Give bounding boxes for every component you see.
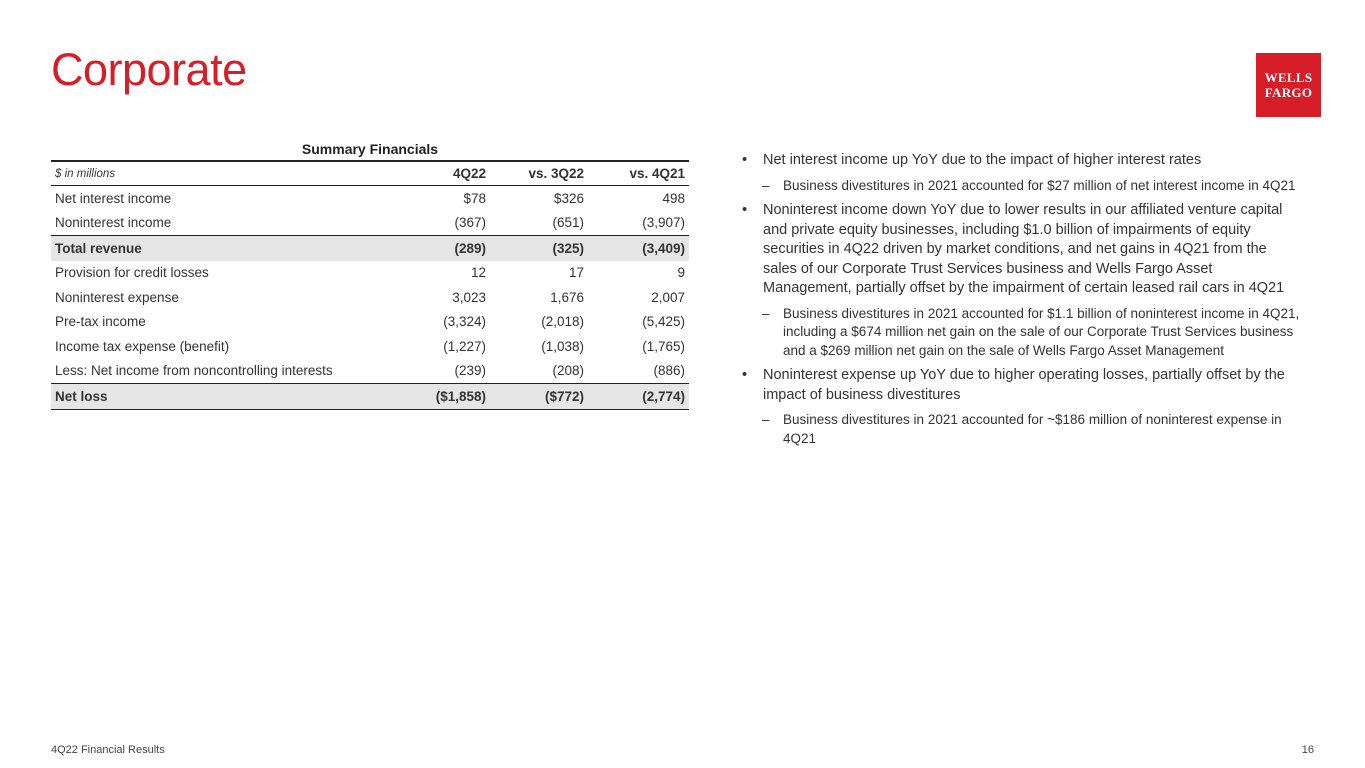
- sub-bullet-item: [742, 411, 1302, 448]
- sub-bullet-item: [742, 305, 1302, 361]
- cell-value: 1,676: [550, 289, 584, 305]
- cell-value: (2,774): [588, 384, 689, 410]
- sub-bullet-item: [742, 177, 1302, 196]
- sub-bullet-mark: –: [762, 177, 770, 193]
- bullet-item: [742, 366, 1302, 405]
- table-header-row: [51, 161, 689, 186]
- cell-value: (5,425): [642, 314, 685, 330]
- commentary-bullets: [742, 151, 1302, 454]
- cell-value: (239): [454, 363, 486, 379]
- row-label: Net loss: [51, 384, 402, 410]
- cell-value: 498: [662, 190, 685, 206]
- bullet-mark: •: [742, 367, 748, 383]
- cell-value: $326: [553, 190, 584, 206]
- logo-line-2: FARGO: [1264, 85, 1313, 100]
- cell-value: (886): [653, 363, 685, 379]
- row-label: Total revenue: [51, 236, 402, 261]
- footer-report-title: 4Q22 Financial Results: [51, 744, 165, 756]
- cell-value: ($772): [490, 384, 588, 410]
- bullet-item: [742, 151, 1302, 171]
- cell-value: (3,409): [588, 236, 689, 261]
- row-label: Provision for credit losses: [55, 265, 209, 281]
- cell-value: (325): [490, 236, 588, 261]
- sub-bullet-text: Business divestitures in 2021 accounted for $1.1 billion of noninterest income in 4Q21, including a $674 million net gain on the sale of our Corporate Trust Services business and a $269 million net gain on the sale of Wells Fargo Asset Management: [783, 305, 1300, 358]
- cell-value: ($1,858): [402, 384, 490, 410]
- cell-value: (3,324): [443, 314, 486, 330]
- cell-value: 3,023: [452, 289, 486, 305]
- sub-bullet-mark: –: [762, 412, 770, 427]
- table-row: [51, 310, 689, 335]
- cell-value: 12: [470, 265, 486, 281]
- table-row: [51, 285, 689, 310]
- sub-bullet-text: Business divestitures in 2021 accounted for $27 million of net interest income in 4Q21: [783, 177, 1296, 193]
- units-label: $ in millions: [55, 167, 116, 180]
- page-title: Corporate: [51, 44, 247, 95]
- cell-value: (3,907): [642, 215, 685, 231]
- table-row: [51, 211, 689, 236]
- table-row: [51, 334, 689, 359]
- row-label: Pre-tax income: [55, 314, 146, 330]
- bullet-mark: •: [742, 202, 748, 218]
- logo-line-1: WELLS: [1264, 70, 1313, 85]
- table-row: [51, 261, 689, 286]
- summary-financials-table: [51, 160, 689, 410]
- table-row: [51, 359, 689, 384]
- sub-bullet-mark: –: [762, 305, 770, 321]
- cell-value: (2,018): [541, 314, 584, 330]
- bullet-text: Net interest income up YoY due to the impact of higher interest rates: [763, 152, 1202, 168]
- cell-value: 2,007: [651, 289, 685, 305]
- cell-value: (1,765): [642, 338, 685, 354]
- row-label: Noninterest income: [55, 215, 172, 231]
- wells-fargo-logo: [1256, 53, 1321, 117]
- cell-value: 9: [677, 265, 685, 281]
- cell-value: (1,227): [443, 338, 486, 354]
- column-header: 4Q22: [452, 166, 486, 181]
- sub-bullet-text: Business divestitures in 2021 accounted for ~$186 million of noninterest expense in 4Q21: [783, 412, 1282, 446]
- bullet-mark: •: [742, 152, 748, 168]
- row-label: Income tax expense (benefit): [55, 338, 230, 354]
- row-label: Noninterest expense: [55, 289, 179, 305]
- column-header: vs. 4Q21: [629, 166, 685, 181]
- column-header: vs. 3Q22: [528, 166, 584, 181]
- table-title: Summary Financials: [301, 141, 439, 157]
- row-label: Net interest income: [55, 190, 172, 206]
- page-number: 16: [1301, 744, 1314, 756]
- table-row-total-revenue: [51, 236, 689, 261]
- row-label: Less: Net income from noncontrolling interests: [55, 363, 333, 379]
- cell-value: (208): [552, 363, 584, 379]
- table-row-net-loss: [51, 384, 689, 410]
- cell-value: (1,038): [541, 338, 584, 354]
- bullet-text: Noninterest expense up YoY due to higher operating losses, partially offset by the impact of business divestitures: [763, 367, 1285, 403]
- cell-value: 17: [568, 265, 584, 281]
- cell-value: (289): [402, 236, 490, 261]
- table-row: [51, 186, 689, 211]
- cell-value: (651): [552, 215, 584, 231]
- cell-value: $78: [463, 190, 486, 206]
- bullet-text: Noninterest income down YoY due to lower results in our affiliated venture capital and private equity businesses, including $1.0 billion of impairments of equity securities in 4Q22 driven by market conditions, and net gains in 4Q21 from the sales of our Corporate Trust Services business and Wells Fargo Asset Management, partially offset by the impairment of certain leased rail cars in 4Q21: [763, 202, 1285, 296]
- bullet-item: [742, 201, 1302, 299]
- cell-value: (367): [454, 215, 486, 231]
